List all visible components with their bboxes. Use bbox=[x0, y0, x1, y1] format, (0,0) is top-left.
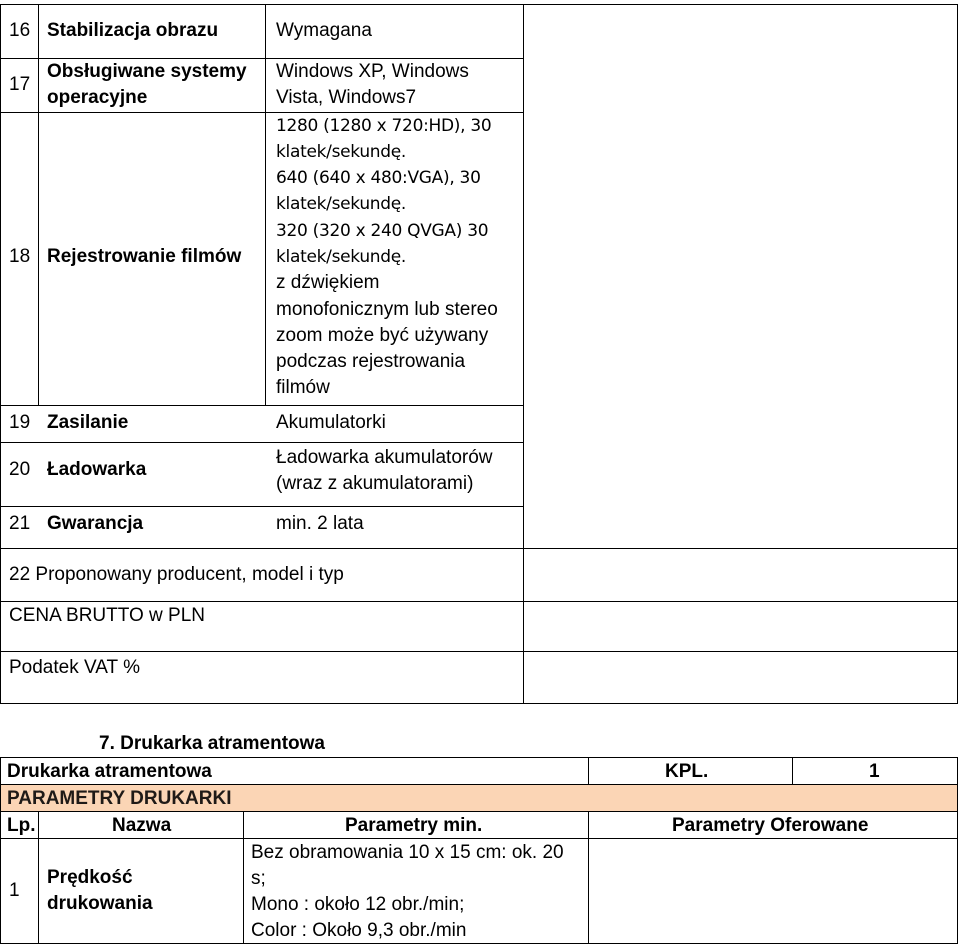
price-label: CENA BRUTTO w PLN bbox=[9, 605, 206, 626]
row-value: min. 2 lata bbox=[276, 513, 364, 534]
row-value: 640 (640 x 480:VGA), 30 bbox=[276, 168, 481, 188]
row-name: Obsługiwane systemy bbox=[47, 61, 247, 82]
proposed-producent-label: 22 Proponowany producent, model i typ bbox=[9, 564, 344, 585]
row-number: 20 bbox=[9, 459, 31, 480]
row-value: filmów bbox=[276, 377, 330, 398]
row-value: klatek/sekundę. bbox=[276, 247, 407, 267]
row-value: klatek/sekundę. bbox=[276, 142, 407, 162]
row-name: Ładowarka bbox=[47, 459, 147, 480]
quantity-value: 1 bbox=[869, 761, 880, 782]
column-header-name: Nazwa bbox=[112, 815, 172, 836]
row-value: 320 (320 x 240 QVGA) 30 bbox=[276, 221, 489, 241]
row-value: z dźwiękiem bbox=[276, 272, 380, 293]
column-header-offered: Parametry Oferowane bbox=[672, 815, 869, 836]
row-value: Vista, Windows7 bbox=[276, 87, 417, 108]
row-value: Mono : około 12 obr./min; bbox=[251, 894, 465, 915]
printer-title: Drukarka atramentowa bbox=[7, 761, 212, 782]
column-header-lp: Lp. bbox=[7, 815, 36, 836]
row-value: (wraz z akumulatorami) bbox=[276, 473, 474, 494]
column-header-min: Parametry min. bbox=[345, 815, 483, 836]
row-number: 16 bbox=[9, 20, 31, 41]
row-name: Gwarancja bbox=[47, 513, 144, 534]
row-value: Wymagana bbox=[276, 20, 372, 41]
row-name: Prędkość bbox=[47, 867, 133, 888]
row-name: Rejestrowanie filmów bbox=[47, 246, 242, 267]
row-number: 1 bbox=[9, 880, 20, 901]
row-value: Akumulatorki bbox=[276, 412, 386, 433]
row-name: operacyjne bbox=[47, 87, 148, 108]
row-number: 17 bbox=[9, 74, 31, 95]
unit-label: KPL. bbox=[665, 761, 709, 782]
row-value: 1280 (1280 x 720:HD), 30 bbox=[276, 116, 492, 136]
row-number: 18 bbox=[9, 246, 31, 267]
row-value: zoom może być używany bbox=[276, 325, 489, 346]
row-name: Zasilanie bbox=[47, 412, 129, 433]
row-name: Stabilizacja obrazu bbox=[47, 20, 219, 41]
params-header: PARAMETRY DRUKARKI bbox=[7, 788, 232, 809]
row-value: s; bbox=[251, 868, 266, 889]
row-name: drukowania bbox=[47, 893, 153, 914]
vat-label: Podatek VAT % bbox=[9, 657, 140, 678]
row-value: Windows XP, Windows bbox=[276, 61, 469, 82]
row-value: podczas rejestrowania bbox=[276, 351, 466, 372]
row-value: Ładowarka akumulatorów bbox=[276, 447, 493, 468]
section-heading: 7. Drukarka atramentowa bbox=[99, 733, 325, 754]
row-value: monofonicznym lub stereo bbox=[276, 299, 498, 320]
row-value: Bez obramowania 10 x 15 cm: ok. 20 bbox=[251, 842, 564, 863]
row-number: 21 bbox=[9, 513, 31, 534]
row-number: 19 bbox=[9, 412, 31, 433]
row-value: Color : Około 9,3 obr./min bbox=[251, 920, 467, 941]
row-value: klatek/sekundę. bbox=[276, 194, 407, 214]
